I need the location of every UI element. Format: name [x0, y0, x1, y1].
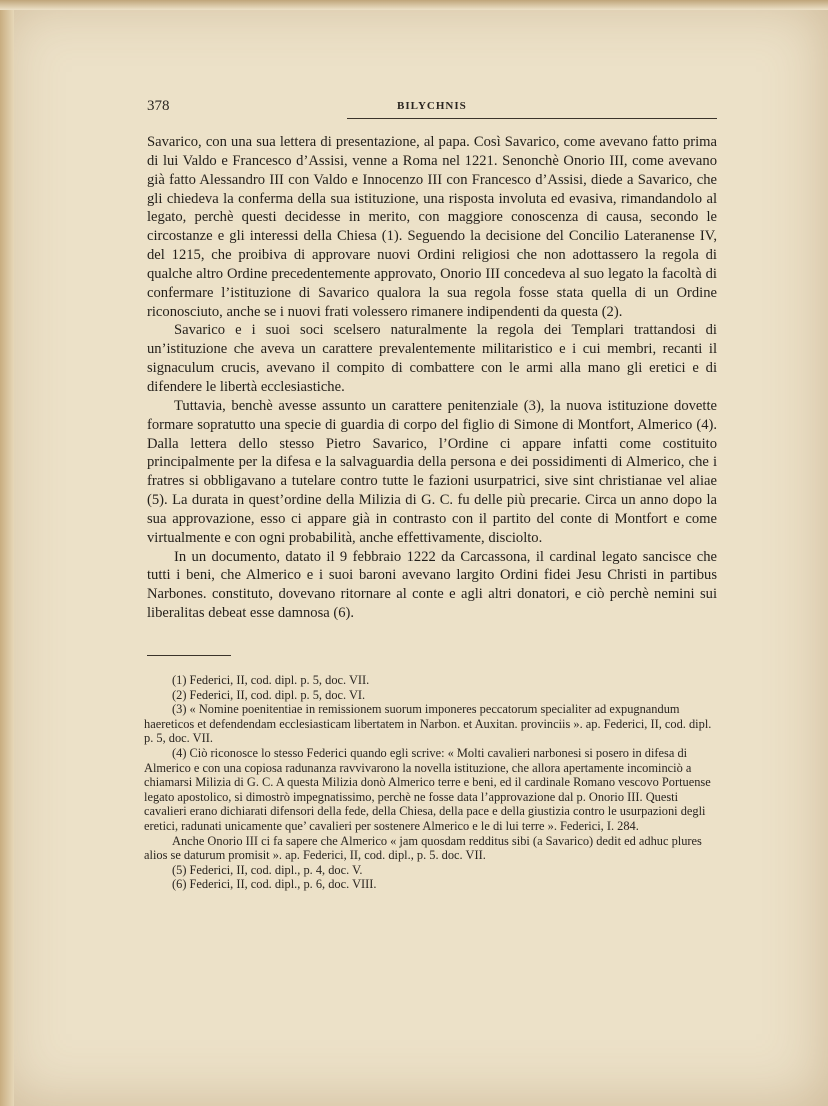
footnote-2: (2) Federici, II, cod. dipl. p. 5, doc. VI. — [172, 687, 366, 702]
footnote-4: (4) Ciò riconosce lo stesso Federici quando egli scrive: « Molti cavalieri narbonesi si posero in difesa di Almerico e con una copiosa radunanza ravvivarono la novella istituzione, che allora apertamente incominciò a chiamarsi Milizia di G. C. A questa Milizia donò Almerico terre e beni, ed il cardinale Romano vescovo Portuense legato apostolico, si dimostrò impegnatissimo, perchè ne fosse data l’approvazione dal p. Onorio III. Questi cavalieri erano dichiarati difensori della fede, della Chiesa, della pace e della giustizia contro le usurpazioni degli eretici, radunati unicamente que’ cavalieri per sostenere Almerico e le di lui terre ». Federici, I. 284. — [144, 745, 711, 833]
paragraph: Savarico e i suoi soci scelsero naturalmente la regola dei Templari trattandosi di un’istituzione che aveva un carattere prevalentemente militaristico e i cui membri, recanti il signaculum crucis, avevano il compito di combattere con le armi alla mano gli eretici e di difendere le libertà ecclesiastiche. — [147, 322, 717, 395]
header-rule — [347, 118, 717, 119]
paragraph: In un documento, datato il 9 febbraio 1222 da Carcassona, il cardinal legato sancisce che tutti i beni, che Almerico e i suoi baroni avevano largito Ordini fidei Jesu Christi in partibus Narbones. constituto, dovevano ritornare al conte e agli altri donatori, e ciò perchè nemini sui liberalitas debeat esse damnosa (6). — [147, 548, 717, 622]
footnote-6: (6) Federici, II, cod. dipl., p. 6, doc. VIII. — [172, 877, 377, 892]
footnote-3: (3) « Nomine poenitentiae in remissionem suorum imponeres peccatorum specialiter ad expugnandum haereticos et defendendam ecclesiasticam libertatem in Narbon. et Auxitan. provinciis ». ap. Federici, II, cod. dipl. p. 5, doc. VII. — [144, 702, 712, 746]
page-header — [147, 98, 717, 122]
footnote-4-continued: Anche Onorio III ci fa sapere che Almerico « jam quosdam redditus sibi (a Savarico) dedit ed adhuc plures alios se daturum promisit ». ap. Federici, II, cod. dipl., p. 5. doc. VII. — [144, 833, 702, 863]
footnote-5: (5) Federici, II, cod. dipl., p. 4, doc. V. — [172, 862, 363, 877]
page-top-edge — [0, 0, 828, 10]
paragraph: Tuttavia, benchè avesse assunto un carattere penitenziale (3), la nuova istituzione dovette formare sopratutto una specie di guardia di corpo del figlio di Simone di Montfort, Almerico (4). Dalla lettera dello stesso Pietro Savarico, l’Ordine ci appare infatti come costituito principalmente per la difesa e la salvaguardia della persona e dei possidimenti di Almerico, che i fratres si obbligavano a tutelare contro tutte le fazioni usurpatrici, sive sint christianae vel aliae (5). La durata in quest’ordine della Milizia di G. C. fu delle più precarie. Circa un anno dopo la sua approvazione, esso ci appare già in contrasto con il partito del conte di Montfort e come virtualmente e con ogni probabilità, anche effettivamente, disciolto. — [147, 397, 717, 546]
main-text — [147, 133, 717, 623]
footnote-1: (1) Federici, II, cod. dipl. p. 5, doc. VII. — [172, 673, 370, 687]
running-head: BILYCHNIS — [397, 100, 467, 112]
page-edge-shadow — [0, 0, 14, 1106]
footnotes — [144, 673, 717, 892]
paragraph: Savarico, con una sua lettera di presentazione, al papa. Così Savarico, come avevano fatto prima di lui Valdo e Francesco d’Assisi, venne a Roma nel 1221. Senonchè Onorio III, come avevano già fatto Alessandro III con Valdo e Innocenzo III con Francesco d’Assisi, diede a Savarico, che gli chiedeva la conferma della sua istituzione, una risposta involuta ed evasiva, rimandandolo al legato, perchè questi decidesse in merito, con maggiore conoscenza di causa, secondo le circostanze e gli interessi della Chiesa (1). Seguendo la decisione del Concilio Lateranense IV, del 1215, che proibiva di approvare nuovi Ordini religiosi che non adottassero la regola di qualche altro Ordine precedentemente approvato, Onorio III concedeva al suo legato la facoltà di confermare l’istituzione di Savarico qualora la sua regola fosse stata quella di un Ordine riconosciuto, anche se i nuovi frati volessero rimanere indipendenti da questa (2). — [147, 134, 717, 320]
page-number: 378 — [147, 98, 170, 114]
footnote-rule — [147, 655, 231, 656]
